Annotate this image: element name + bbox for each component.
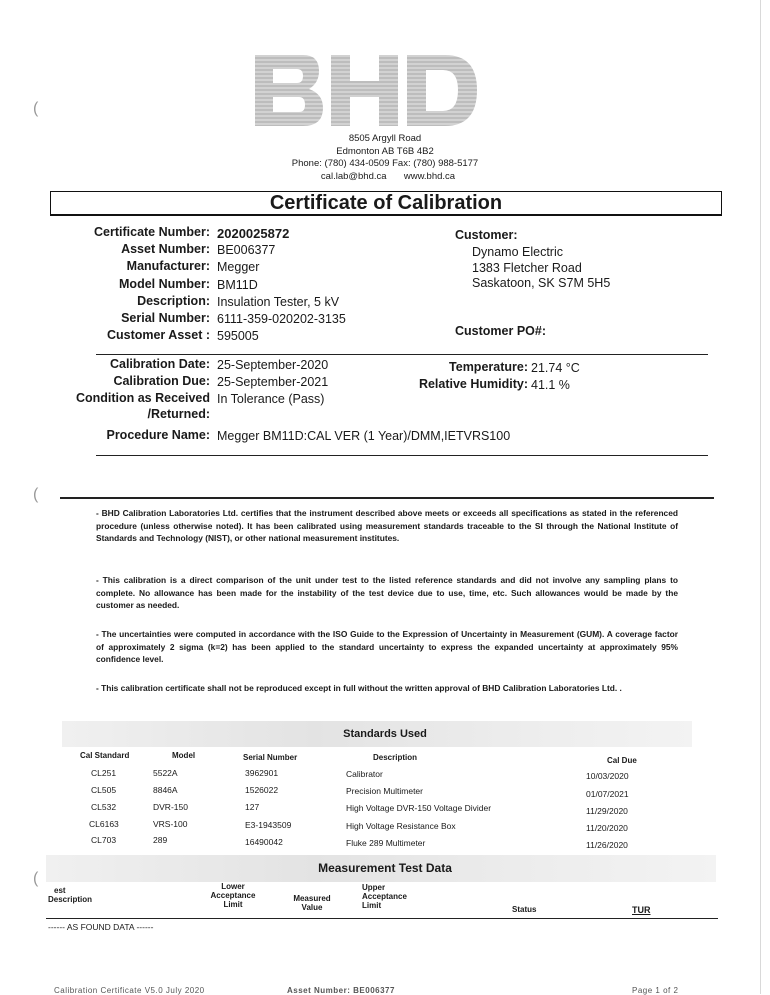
cell-model: VRS-100 — [153, 819, 188, 829]
condition: In Tolerance (Pass) — [217, 392, 325, 406]
cell-model: DVR-150 — [153, 802, 188, 812]
company-address — [0, 133, 770, 183]
as-found-data-label: ------ AS FOUND DATA ------ — [48, 922, 154, 932]
standards-col-header: Model — [172, 751, 196, 760]
standards-col-header: Cal Due — [607, 756, 637, 765]
col-measured-line: Value — [301, 903, 323, 912]
statement-traceability: - BHD Calibration Laboratories Ltd. certifies that the instrument described above meets or exceeds all specifications as stated in the referenced procedure (unless otherwise noted). It has been calibrated using measurement standards traceable to the SI through the National Institute of Standards and Technology (NIST), or other national measurement institutes. — [96, 508, 678, 543]
standards-col-header: Cal Standard — [80, 751, 130, 760]
cell-description: High Voltage DVR-150 Voltage Divider — [346, 803, 492, 813]
margin-mark: ( — [33, 486, 39, 503]
customer-asset-label: Customer Asset : — [106, 328, 210, 342]
divider — [60, 497, 714, 499]
col-measured-line: Measured — [293, 894, 331, 903]
standards-col-header: Description — [373, 753, 418, 762]
email: cal.lab@bhd.ca — [320, 170, 387, 182]
calibration-date-label: Calibration Date: — [109, 357, 210, 371]
temperature: 21.74 °C — [531, 361, 580, 375]
procedure: Megger BM11D:CAL VER (1 Year)/DMM,IETVRS100 — [217, 429, 511, 443]
cell-model: 8846A — [153, 785, 178, 795]
cell-model: 5522A — [153, 768, 178, 778]
manufacturer-label: Manufacturer: — [126, 259, 210, 273]
temperature-label: Temperature: — [449, 360, 528, 374]
calibration-due-label: Calibration Due: — [113, 374, 210, 388]
col-lower-header — [196, 882, 270, 909]
calibration-date: 25-September-2020 — [217, 358, 329, 372]
footer-page: Page 1 of 2 — [632, 986, 679, 995]
customer-label: Customer: — [455, 228, 518, 242]
statement-uncertainty: - The uncertainties were computed in accordance with the ISO Guide to the Expression of Uncertainty in Measurement (GUM). A coverage factor of approximately 2 sigma (k=2) has been applied to the standard uncertainty to express the expanded uncertainty at approximately 95% confidence level. — [96, 629, 678, 664]
certificate-number-label: Certificate Number: — [94, 225, 210, 239]
cell-cal-due: 11/26/2020 — [586, 840, 628, 850]
divider — [46, 918, 718, 919]
address-line: Edmonton AB T6B 4B2 — [336, 145, 434, 157]
bhd-logo — [255, 53, 480, 128]
col-status-header: Status — [512, 905, 537, 914]
statement-reproduction: - This calibration certificate shall not be reproduced except in full without the written approval of BHD Calibration Laboratories Ltd. . — [96, 683, 622, 693]
phone-line: Phone: (780) 434-0509 Fax: (780) 988-5177 — [291, 158, 479, 169]
description: Insulation Tester, 5 kV — [217, 295, 340, 309]
humidity-label: Relative Humidity: — [418, 377, 528, 391]
model-number-label: Model Number: — [119, 277, 210, 291]
asset-number: BE006377 — [217, 243, 276, 257]
customer-city: Saskatoon, SK S7M 5H5 — [472, 276, 611, 290]
cell-description: Fluke 289 Multimeter — [346, 838, 426, 848]
calibration-due: 25-September-2021 — [217, 375, 329, 389]
col-lower-line: Acceptance — [210, 891, 256, 900]
cell-serial: 1526022 — [245, 785, 279, 795]
customer-address — [472, 245, 610, 292]
customer-street: 1383 Fletcher Road — [472, 260, 582, 275]
procedure-label: Procedure Name: — [106, 428, 210, 442]
cell-cal-due: 11/20/2020 — [586, 823, 628, 833]
col-tur-header: TUR — [632, 905, 651, 915]
address-line: 8505 Argyll Road — [348, 133, 422, 144]
description-label: Description: — [137, 294, 210, 308]
measurement-title: Measurement Test Data — [318, 861, 452, 875]
col-test-line: Description — [48, 895, 93, 904]
serial-number: 6111-359-020202-3135 — [217, 312, 346, 326]
asset-number-label: Asset Number: — [121, 242, 210, 256]
cell-cal-standard: CL703 — [91, 835, 117, 845]
model-number: BM11D — [217, 278, 258, 292]
website: www.bhd.ca — [403, 170, 456, 182]
divider — [96, 455, 708, 456]
manufacturer: Megger — [217, 260, 260, 274]
col-upper-line: Acceptance — [362, 892, 407, 901]
footer-left: Calibration Certificate V5.0 July 2020 — [54, 986, 205, 995]
cell-serial: 127 — [245, 802, 260, 812]
footer-asset-number: Asset Number: BE006377 — [287, 986, 395, 995]
cell-serial: 16490042 — [245, 837, 283, 847]
col-measured-header — [284, 894, 340, 912]
condition-label-returned: /Returned: — [147, 407, 210, 421]
standards-col-header: Serial Number — [243, 753, 298, 762]
cell-cal-standard: CL505 — [91, 785, 117, 795]
cell-description: Precision Multimeter — [346, 786, 423, 796]
cell-cal-standard: CL532 — [91, 802, 117, 812]
contact-line — [0, 171, 770, 184]
col-lower-line: Lower — [221, 882, 245, 891]
serial-number-label: Serial Number: — [121, 311, 210, 325]
col-upper-line: Limit — [362, 901, 382, 910]
certificate-title: Certificate of Calibration — [269, 192, 503, 214]
standards-title: Standards Used — [343, 728, 427, 740]
humidity: 41.1 % — [531, 378, 570, 392]
cell-description: High Voltage Resistance Box — [346, 821, 456, 831]
col-test-line: est — [54, 886, 66, 895]
certificate-number: 2020025872 — [217, 226, 290, 241]
cell-cal-due: 10/03/2020 — [586, 771, 629, 781]
cell-serial: 3962901 — [245, 768, 279, 778]
divider — [96, 354, 708, 355]
scan-edge — [760, 0, 761, 994]
cell-cal-standard: CL251 — [91, 768, 117, 778]
cell-description: Calibrator — [346, 769, 383, 779]
margin-mark: ( — [33, 100, 39, 117]
cell-model: 289 — [153, 835, 168, 845]
cell-cal-due: 01/07/2021 — [586, 789, 629, 799]
col-test-header — [48, 886, 92, 904]
customer-po-label: Customer PO#: — [455, 324, 546, 338]
cell-serial: E3-1943509 — [245, 820, 292, 830]
customer-name: Dynamo Electric — [472, 245, 563, 259]
col-upper-line: Upper — [362, 883, 386, 892]
statement-direct-comparison: - This calibration is a direct comparison of the unit under test to the listed reference standards and did not involve any sampling plans to complete. No allowance has been made for the instability of the test device due to use, time, etc. Such allowances would be made by the customer as needed. — [96, 575, 678, 610]
certificate-title-box — [50, 191, 722, 215]
cell-cal-standard: CL6163 — [89, 819, 119, 829]
margin-mark: ( — [33, 870, 39, 887]
customer-asset: 595005 — [217, 329, 259, 343]
col-lower-line: Limit — [223, 900, 243, 909]
condition-label: Condition as Received — [75, 391, 210, 405]
col-upper-header — [362, 883, 407, 910]
cell-cal-due: 11/29/2020 — [586, 806, 628, 816]
